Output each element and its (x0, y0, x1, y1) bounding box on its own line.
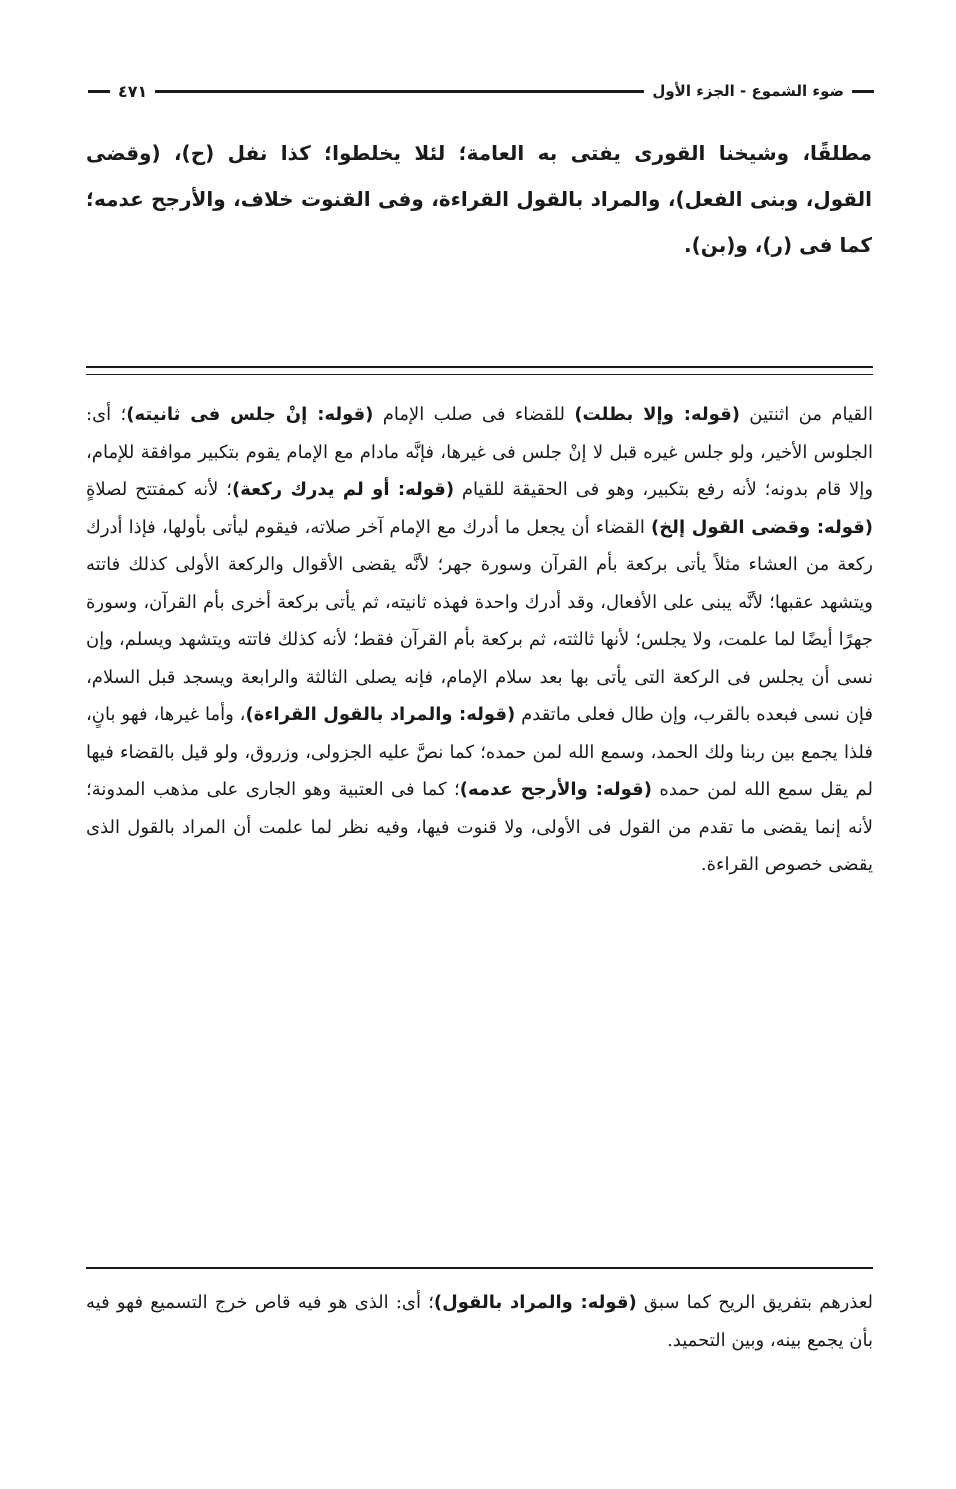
footnote-text (86, 1284, 873, 1359)
commentary-lemma: (قوله: أو لم يدرك ركعة) (231, 479, 455, 500)
commentary-lemma: (قوله: وإلا بطلت) (574, 404, 740, 425)
main-text-body: مطلقًا، وشيخنا القورى يفتى به العامة؛ لئلا يخلطوا؛ كذا نفل (ح)، (وقضى القول، وبنى الفعل)، والمراد بالقول القراءة، وفى القنوت خلاف، والأرجح عدمه؛ كما فى (ر)، و(بن). (86, 141, 872, 257)
page-number: ٤٧١ (118, 81, 148, 101)
footnote-text-run: لعذرهم بتفريق الريح كما سبق (636, 1292, 873, 1313)
footnote-separator (86, 1267, 873, 1269)
commentary-lemma: (قوله: والمراد بالقول القراءة) (245, 704, 516, 725)
commentary-lemma: (قوله: والأرجح عدمه) (459, 779, 652, 800)
commentary-text (86, 396, 873, 884)
commentary-text-run: القيام من اثنتين (739, 404, 873, 425)
commentary-lemma: (قوله: إنْ جلس فى ثانيته) (126, 404, 374, 425)
main-text (86, 130, 872, 268)
header-rule (155, 90, 644, 93)
commentary-text-run: ؛ أى: الجلوس الأخير، ولو جلس غيره قبل لا إنْ جلس فى غيرها، فإنَّه مادام مع الإمام يقوم بتكبير موافقة للإمام، وإلا قام بدونه؛ لأنه رفع بتكبير، وهو فى الحقيقة للقيام (86, 404, 874, 500)
page-header (88, 76, 874, 106)
commentary-text-run: ؛ كما فى العتبية وهو الجارى على مذهب المدونة؛ لأنه إنما يقضى ما تقدم من القول فى الأولى، ولا قنوت فيها، وفيه نظر لما علمت أن المراد بالقول الذى يقضى خصوص القراءة. (86, 779, 873, 875)
double-separator (86, 366, 873, 375)
header-dash (852, 90, 874, 93)
running-title: ضوء الشموع - الجزء الأول (652, 82, 844, 100)
header-dash (88, 90, 110, 93)
commentary-text-run: للقضاء فى صلب الإمام (373, 404, 575, 425)
footnote-text-run: ؛ أى: الذى هو فيه قاص خرج التسميع فهو فيه بأن يجمع بينه، وبين التحميد. (86, 1292, 873, 1351)
commentary-text-run: ، وأما غيرها، فهو بانٍ، فلذا يجمع بين ربنا ولك الحمد، وسمع الله لمن حمده؛ كما نصَّ عليه الجزولى، وزروق، ولو قيل بالقضاء فيها لم يقل سمع الله لمن حمده (86, 704, 873, 800)
commentary-text-run: ؛ لأنه كمفتتح لصلاةٍ (86, 479, 232, 500)
commentary-text-run: القضاء أن يجعل ما أدرك مع الإمام آخر صلاته، فيقوم ليأتى بأولها، فإذا أدرك ركعة من العشاء مثلاً يأتى بركعة بأم القرآن وسورة جهر؛ لأنَّه يقضى الأقوال والركعة الأولى كذلك فاتته ويتشهد عقبها؛ لأنَّه يبنى على الأفعال، وقد أدرك واحدة فهذه ثانيته، ثم يأتى بركعة أخرى بأم القرآن، وسورة جهرًا أيضًا لما علمت، ولا يجلس؛ لأنها ثالثته، ثم بركعة بأم القرآن فقط؛ لأنه كذلك فاتته ويتشهد ويسلم، وإن نسى أن يجلس فى الركعة التى يأتى بها بعد سلام الإمام، فإنه يصلى الثالثة والرابعة ويسجد قبل السلام، فإن نسى فبعده بالقرب، وإن طال فعلى ماتقدم (86, 516, 873, 725)
footnote-lemma: (قوله: والمراد بالقول) (433, 1292, 637, 1313)
commentary-lemma: (قوله: وقضى القول إلخ) (650, 516, 874, 538)
